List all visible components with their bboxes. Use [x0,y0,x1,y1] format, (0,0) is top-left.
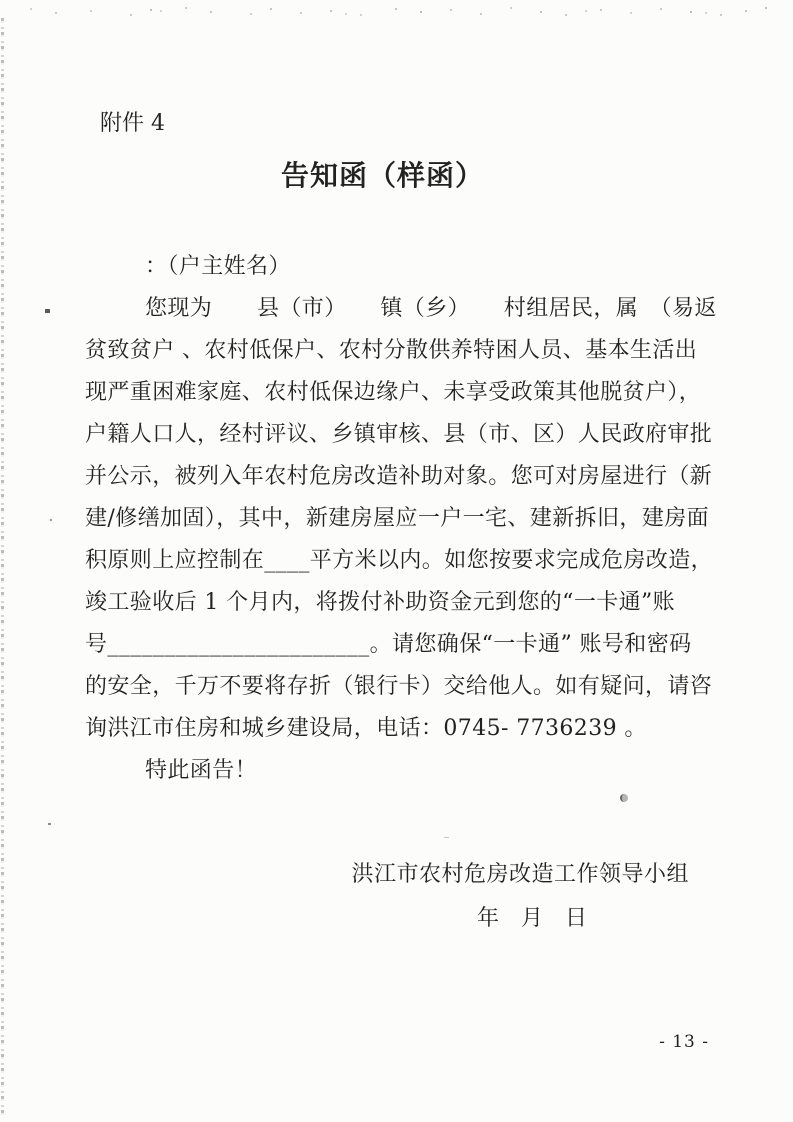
letter-body [85,246,725,792]
letter-line: 贫致贫户 、农村低保户、农村分散供养特困人员、基本生活出 [85,338,698,363]
letter-line: 竣工验收后 1 个月内，将拨付补助资金元到您的“一卡通”账 [85,590,676,615]
signature-organization: 洪江市农村危房改造工作领导小组 [351,862,689,887]
page-number: - 13 - [659,1032,709,1052]
letter-line: 建/修缮加固），其中，新建房屋应一户一宅、建新拆旧，建房面 [85,506,710,531]
scan-noise-top [0,8,2,10]
letter-line: 积原则上应控制在____平方米以内。如您按要求完成危房改造， [85,548,714,573]
scan-speck [620,794,628,802]
letter-line: 并公示，被列入年农村危房改造补助对象。您可对房屋进行（新 [85,464,713,489]
letter-line: 号_______________________。请您确保“一卡通” 账号和密码 [85,632,692,657]
attachment-label: 附件 4 [100,111,165,136]
scan-speck [50,519,52,521]
letter-line: ：（户主姓名） [145,254,291,279]
scan-speck [48,823,51,825]
letter-line: 询洪江市住房和城乡建设局，电话：0745- 7736239 。 [85,716,647,741]
document-title: 告知函（样函） [280,159,484,192]
letter-line: 现严重困难家庭、农村低保边缘户、未享受政策其他脱贫户）， [85,380,702,405]
letter-line: 户籍人口人，经村评议、乡镇审核、县（市、区）人民政府审批 [85,422,713,447]
scan-speck [45,309,50,313]
letter-line: 的安全，千万不要将存折（银行卡）交给他人。如有疑问，请咨 [85,674,713,699]
letter-line: 特此函告！ [145,758,258,783]
letter-line: 您现为 县（市） 镇（乡） 村组居民，属 （易返 [145,296,717,321]
signature-date-placeholder: 年 月 日 [476,906,587,931]
scan-speck [444,837,449,838]
